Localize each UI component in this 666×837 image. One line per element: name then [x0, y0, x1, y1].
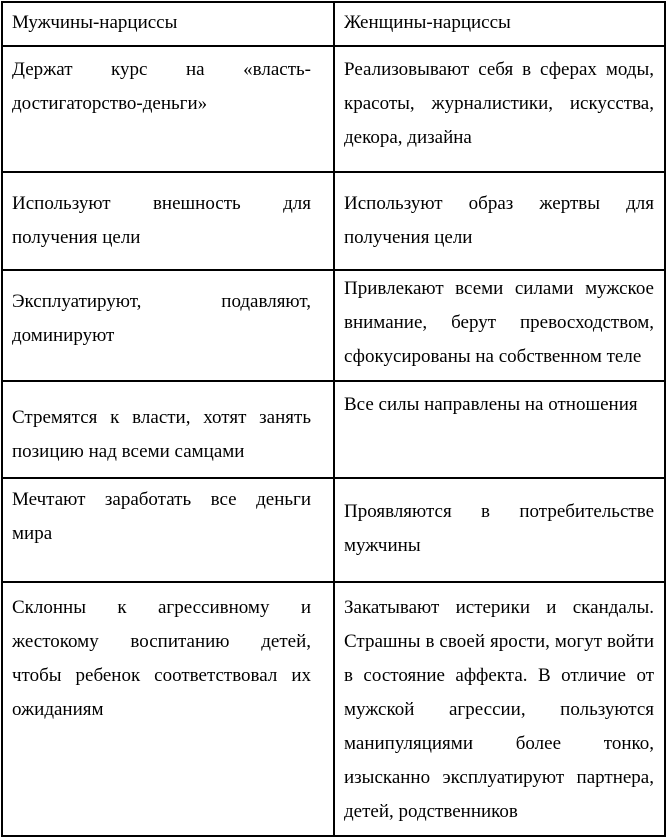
cell-men-row-5: Мечтают заработать все деньги мира	[2, 478, 334, 582]
cell-men-row-3: Эксплуатируют, подавляют, доминируют	[2, 270, 334, 381]
cell-men-row-2: Используют внешность для получения цели	[2, 172, 334, 270]
header-cell-women: Женщины-нарциссы	[334, 2, 665, 46]
cell-women-row-1: Реализовывают себя в сферах моды, красоты, журналистики, искусства, декора, дизайна	[334, 46, 665, 172]
table-row	[2, 270, 665, 381]
cell-men-row-1: Держат курс на «власть-достигаторство-деньги»	[2, 46, 334, 172]
cell-women-row-6: Закатывают истерики и скандалы. Страшны в своей ярости, могут войти в состояние аффекта. В отличие от мужской агрессии, пользуются манипуляциями более тонко, изысканно эксплуатируют партнера, детей, родственников	[334, 582, 665, 836]
cell-women-row-4: Все силы направлены на отношения	[334, 381, 665, 478]
comparison-table	[1, 1, 666, 837]
cell-men-row-6: Склонны к агрессивному и жестокому воспитанию детей, чтобы ребенок соответствовал их ожиданиям	[2, 582, 334, 836]
table-header-row	[2, 2, 665, 46]
cell-women-row-2: Используют образ жертвы для получения цели	[334, 172, 665, 270]
document-page	[0, 1, 666, 822]
header-cell-men: Мужчины-нарциссы	[2, 2, 334, 46]
cell-men-row-4: Стремятся к власти, хотят занять позицию над всеми самцами	[2, 381, 334, 478]
table-row	[2, 46, 665, 172]
table-row	[2, 172, 665, 270]
table-row	[2, 381, 665, 478]
cell-women-row-5: Проявляются в потребительстве мужчины	[334, 478, 665, 582]
table-row	[2, 478, 665, 582]
cell-women-row-3: Привлекают всеми силами мужское внимание, берут превосходством, сфокусированы на собственном теле	[334, 270, 665, 381]
table-row	[2, 582, 665, 836]
